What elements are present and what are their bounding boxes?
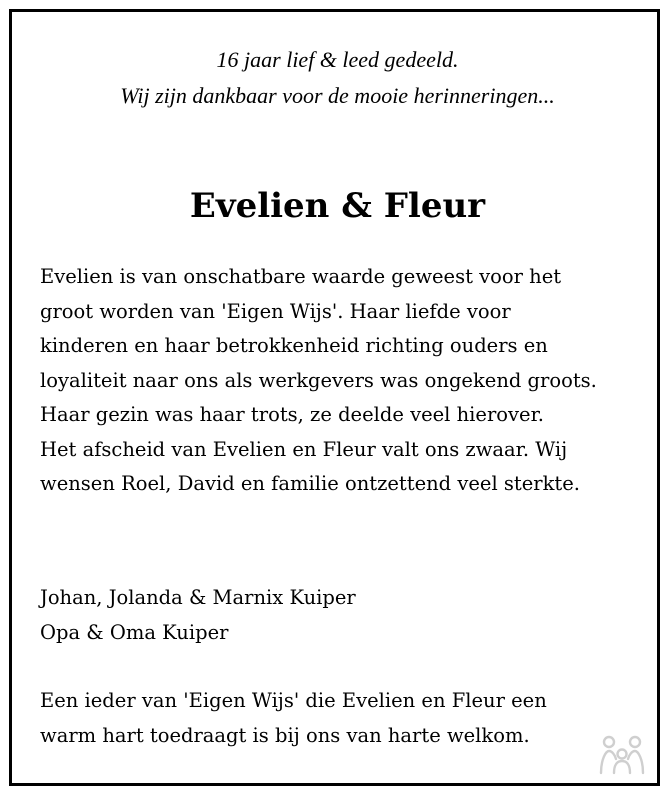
family-people-icon: [598, 733, 646, 775]
tribute-line: loyaliteit naar ons als werkgevers was ongekend groots.: [40, 368, 597, 392]
tribute-line: Evelien is van onschatbare waarde geweest voor het: [40, 265, 562, 288]
tribute-line: Haar gezin was haar trots, ze deelde veel hierover.: [40, 403, 544, 426]
closing-line-1: Een ieder van 'Eigen Wijs' die Evelien en Fleur een: [40, 689, 547, 712]
closing-line-2: warm hart toedraagt is bij ons van harte welkom.: [40, 723, 530, 747]
signature-line-2: Opa & Oma Kuiper: [40, 620, 229, 644]
deceased-names: Evelien & Fleur: [189, 186, 486, 226]
obituary-frame: [9, 9, 660, 786]
intro-line-1: 16 jaar lief & leed gedeeld.: [216, 47, 459, 72]
tribute-text: [40, 260, 650, 502]
tribute-line: wensen Roel, David en familie ontzettend veel sterkte.: [40, 472, 580, 495]
signatures: [40, 581, 650, 650]
tribute-line: Het afscheid van Evelien en Fleur valt ons zwaar. Wij: [40, 437, 568, 461]
tribute-line: kinderen en haar betrokkenheid richting ouders en: [40, 334, 548, 357]
tribute-line: groot worden van 'Eigen Wijs'. Haar liefde voor: [40, 299, 511, 323]
closing-text: [40, 684, 650, 753]
signature-line-1: Johan, Jolanda & Marnix Kuiper: [40, 586, 356, 609]
intro-text: [12, 42, 663, 114]
intro-line-2: Wij zijn dankbaar voor de mooie herinneringen...: [120, 83, 555, 108]
